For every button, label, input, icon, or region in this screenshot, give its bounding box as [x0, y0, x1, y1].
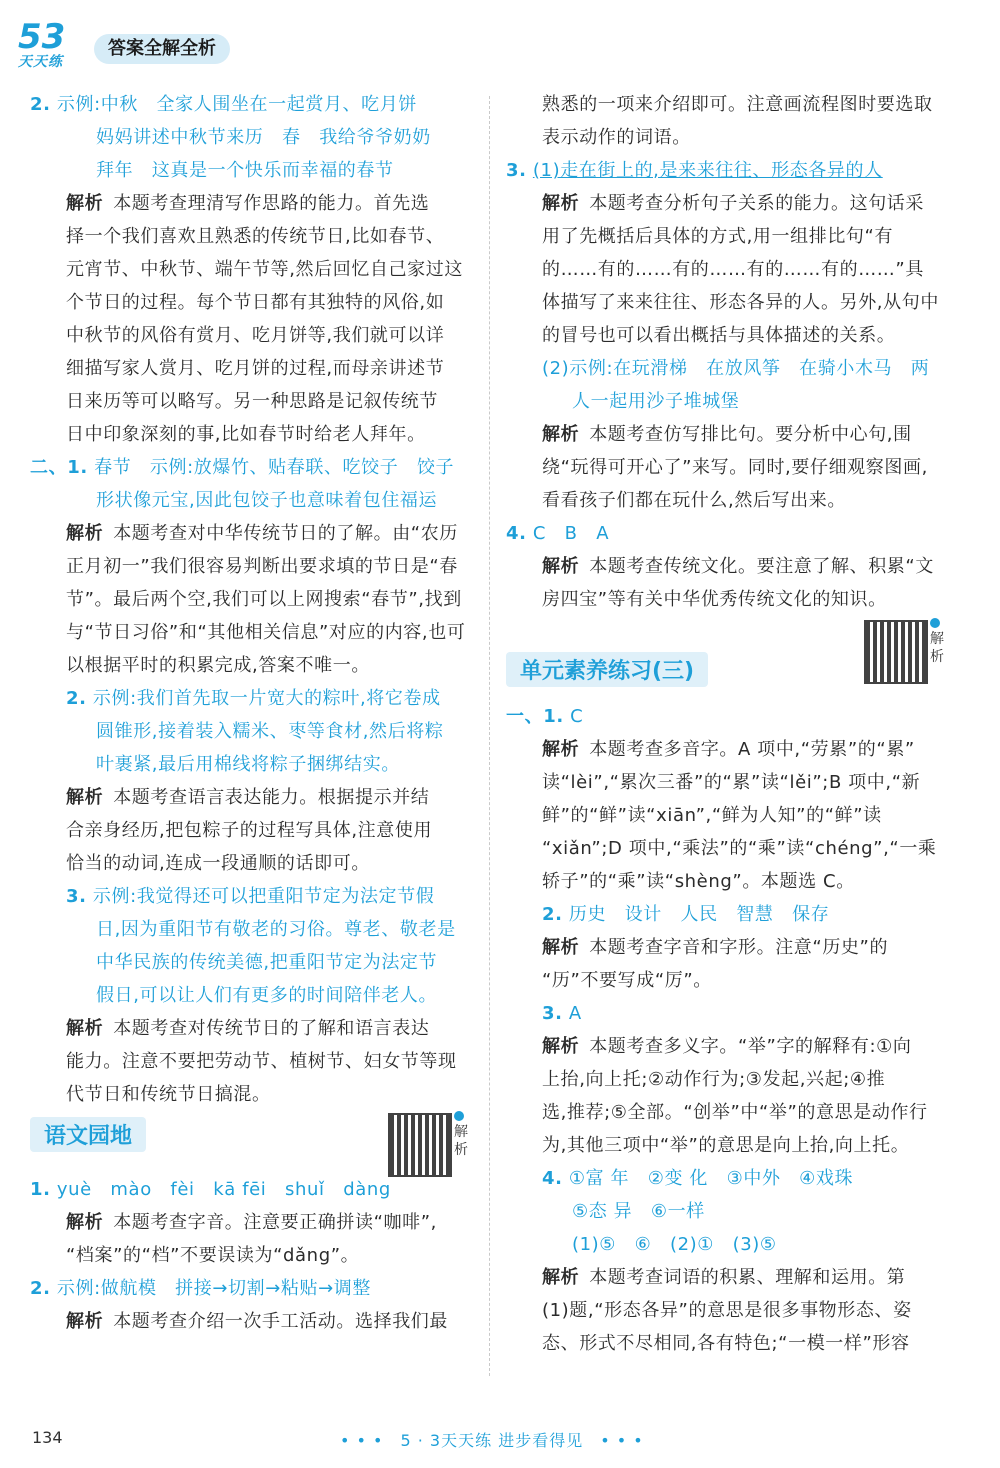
right-column — [506, 88, 951, 1360]
line-text: 中华民族的传统美德,把重阳节定为法定节 — [96, 952, 438, 973]
line-text: 圆锥形,接着装入糯米、枣等食材,然后将粽 — [96, 721, 444, 742]
text-line — [30, 1239, 460, 1272]
text-line — [506, 1294, 951, 1327]
text-line — [506, 700, 951, 733]
line-text: 绕“玩得可开心了”来写。同时,要仔细观察图画, — [542, 457, 928, 478]
question-number: 4. — [542, 1168, 563, 1189]
text-line — [30, 781, 460, 814]
logo-sub: 天天练 — [18, 54, 63, 70]
play-dot-icon — [930, 618, 940, 628]
text-line — [506, 121, 951, 154]
text-line — [506, 799, 951, 832]
text-line — [506, 865, 951, 898]
play-dot-icon — [454, 1111, 464, 1121]
line-text: 上抬,向上托;②动作行为;③发起,兴起;④推 — [542, 1069, 886, 1090]
text-line — [506, 1063, 951, 1096]
line-text: 本题考查传统文化。要注意了解、积累“文 — [589, 556, 934, 577]
section-row-unit3 — [506, 616, 951, 700]
analysis-label: 解析 — [542, 193, 580, 214]
question-number: 二、1. — [30, 457, 88, 478]
line-text: yuè mào fèi kā fēi shuǐ dàng — [56, 1179, 391, 1200]
line-text: 示例:我觉得还可以把重阳节定为法定节假 — [92, 886, 435, 907]
text-line — [506, 1162, 951, 1195]
analysis-label: 解析 — [542, 937, 580, 958]
section-title-unit-practice-3: 单元素养练习(三) — [506, 652, 708, 687]
text-line — [30, 319, 460, 352]
analysis-label: 解析 — [66, 1212, 104, 1233]
text-line — [30, 286, 460, 319]
line-text: 人一起用沙子堆城堡 — [572, 391, 740, 412]
analysis-label: 解析 — [66, 1311, 104, 1332]
line-text: 代节日和传统节日搞混。 — [66, 1084, 271, 1105]
question-number: 2. — [30, 94, 51, 115]
page-footer — [0, 1424, 1000, 1454]
text-line — [30, 484, 460, 517]
line-text: 房四宝”等有关中华优秀传统文化的知识。 — [542, 589, 887, 610]
text-line — [506, 1261, 951, 1294]
text-line — [30, 154, 460, 187]
text-line — [30, 418, 460, 451]
line-text: 妈妈讲述中秋节来历 春 我给爷爷奶奶 — [96, 127, 431, 148]
text-line — [30, 220, 460, 253]
line-text: (1)题,“形态各异”的意思是很多事物形态、姿 — [542, 1300, 912, 1321]
question-number: 3. — [506, 160, 527, 181]
text-line — [506, 1030, 951, 1063]
text-line — [30, 121, 460, 154]
text-line — [30, 946, 460, 979]
left-answer-block — [30, 88, 466, 1111]
text-line — [30, 979, 460, 1012]
question-number: 2. — [542, 904, 563, 925]
brand-logo — [18, 17, 94, 72]
line-text: 看看孩子们都在玩什么,然后写出来。 — [542, 490, 846, 511]
page-number: 134 — [32, 1428, 63, 1447]
text-line — [30, 1173, 460, 1206]
text-line — [30, 583, 460, 616]
text-line — [506, 964, 951, 997]
qr-code-icon[interactable] — [388, 1113, 452, 1177]
line-text: 的冒号也可以看出概括与具体描述的关系。 — [542, 325, 896, 346]
line-text: 示例:中秋 全家人围坐在一起赏月、吃月饼 — [56, 94, 417, 115]
analysis-label: 解析 — [66, 787, 104, 808]
line-text: 日中印象深刻的事,比如春节时给老人拜年。 — [66, 424, 426, 445]
line-text: 能力。注意不要把劳动节、植树节、妇女节等现 — [66, 1051, 457, 1072]
text-line — [506, 1096, 951, 1129]
line-text: 以根据平时的积累完成,答案不唯一。 — [66, 655, 370, 676]
line-text: 读“lèi”,“累次三番”的“累”读“lěi”;B 项中,“新 — [542, 772, 921, 793]
text-line — [506, 319, 951, 352]
line-text: 个节日的过程。每个节日都有其独特的风俗,如 — [66, 292, 445, 313]
line-text: 本题考查字音和字形。注意“历史”的 — [589, 937, 889, 958]
line-text: 本题考查仿写排比句。要分析中心句,围 — [589, 424, 912, 445]
footer-slogan: • • • 5 · 3天天练 进步看得见 • • • — [340, 1431, 644, 1450]
right-answer-block-2 — [506, 700, 951, 1360]
line-text: A — [568, 1003, 582, 1024]
text-line — [506, 484, 951, 517]
line-text: 示例:我们首先取一片宽大的粽叶,将它卷成 — [92, 688, 441, 709]
text-line — [30, 385, 460, 418]
line-text: (1)走在街上的,是来来往往、形态各异的人 — [532, 160, 883, 181]
line-text: 本题考查理清写作思路的能力。首先选 — [113, 193, 430, 214]
text-line — [506, 1129, 951, 1162]
text-line — [506, 1195, 951, 1228]
text-line — [30, 88, 460, 121]
text-line — [506, 517, 951, 550]
question-number: 4. — [506, 523, 527, 544]
qr-code-icon[interactable] — [864, 620, 928, 684]
analysis-label: 解析 — [66, 1018, 104, 1039]
text-line — [30, 1078, 460, 1111]
text-line — [30, 814, 460, 847]
text-line — [30, 517, 460, 550]
section-row-yuwen — [30, 1111, 468, 1173]
text-line — [506, 733, 951, 766]
line-text: C — [570, 706, 584, 727]
text-line — [30, 352, 460, 385]
line-text: 日,因为重阳节有敬老的习俗。尊老、敬老是 — [96, 919, 456, 940]
line-text: 用了先概括后具体的方式,用一组排比句“有 — [542, 226, 894, 247]
line-text: 表示动作的词语。 — [542, 127, 691, 148]
line-text: ⑤态 异 ⑥一样 — [572, 1201, 705, 1222]
line-text: 细描写家人赏月、吃月饼的过程,而母亲讲述节 — [66, 358, 445, 379]
text-line — [506, 385, 951, 418]
analysis-label: 解析 — [542, 1267, 580, 1288]
right-answer-block — [506, 88, 951, 616]
text-line — [506, 451, 951, 484]
line-text: 本题考查介绍一次手工活动。选择我们最 — [113, 1311, 449, 1332]
line-text: 历史 设计 人民 智慧 保存 — [568, 904, 830, 925]
text-line — [30, 550, 460, 583]
header-title: 答案全解全析 — [94, 34, 230, 64]
line-text: 合亲身经历,把包粽子的过程写具体,注意使用 — [66, 820, 433, 841]
line-text: 日来历等可以略写。另一种思路是记叙传统节 — [66, 391, 438, 412]
text-line — [30, 715, 460, 748]
text-line — [30, 1012, 460, 1045]
column-divider — [489, 96, 490, 1376]
text-line — [506, 253, 951, 286]
line-text: 的……有的……有的……有的……有的……”具 — [542, 259, 924, 280]
line-text: “档案”的“档”不要误读为“dǎng”。 — [66, 1245, 360, 1266]
text-line — [30, 1206, 460, 1239]
text-line — [506, 832, 951, 865]
text-line — [506, 352, 951, 385]
line-text: 本题考查对中华传统节日的了解。由“农历 — [113, 523, 458, 544]
text-line — [30, 1272, 460, 1305]
line-text: 形状像元宝,因此包饺子也意味着包住福运 — [96, 490, 438, 511]
question-number: 3. — [542, 1003, 563, 1024]
text-line — [506, 931, 951, 964]
text-line — [30, 748, 460, 781]
analysis-label: 解析 — [66, 523, 104, 544]
text-line — [506, 1228, 951, 1261]
text-line — [30, 649, 460, 682]
analysis-label: 解析 — [542, 556, 580, 577]
line-text: 为,其他三项中“举”的意思是向上抬,向上托。 — [542, 1135, 910, 1156]
line-text: 本题考查分析句子关系的能力。这句话采 — [589, 193, 925, 214]
line-text: 选,推荐;⑤全部。“创举”中“举”的意思是动作行 — [542, 1102, 928, 1123]
line-text: 择一个我们喜欢且熟悉的传统节日,比如春节、 — [66, 226, 445, 247]
text-line — [506, 220, 951, 253]
text-line — [30, 451, 460, 484]
text-line — [506, 898, 951, 931]
text-line — [30, 880, 460, 913]
text-line — [506, 583, 951, 616]
page-header — [18, 17, 318, 76]
logo-main: 53 — [18, 17, 66, 57]
text-line — [30, 1045, 460, 1078]
analysis-label: 解析 — [542, 424, 580, 445]
text-line — [30, 682, 460, 715]
line-text: 本题考查多音字。A 项中,“劳累”的“累” — [589, 739, 915, 760]
line-text: 假日,可以让人们有更多的时间陪伴老人。 — [96, 985, 438, 1006]
line-text: 本题考查语言表达能力。根据提示并结 — [113, 787, 430, 808]
line-text: (2)示例:在玩滑梯 在放风筝 在骑小木马 两 — [542, 358, 930, 379]
text-line — [506, 187, 951, 220]
section-title-yuwen-yuandi: 语文园地 — [30, 1117, 146, 1152]
line-text: 本题考查对传统节日的了解和语言表达 — [113, 1018, 430, 1039]
text-line — [506, 88, 951, 121]
text-line — [30, 1305, 460, 1338]
line-text: 拜年 这真是一个快乐而幸福的春节 — [96, 160, 394, 181]
line-text: 恰当的动词,连成一段通顺的话即可。 — [66, 853, 370, 874]
text-line — [506, 418, 951, 451]
line-text: 节”。最后两个空,我们可以上网搜索“春节”,找到 — [66, 589, 462, 610]
text-line — [506, 154, 951, 187]
question-number: 3. — [66, 886, 87, 907]
qr-label: 解析 — [454, 1111, 470, 1159]
question-number: 一、1. — [506, 706, 564, 727]
line-text: 轿子”的“乘”读“shèng”。本题选 C。 — [542, 871, 855, 892]
line-text: 体描写了来来往往、形态各异的人。另外,从句中 — [542, 292, 939, 313]
analysis-label: 解析 — [542, 739, 580, 760]
line-text: 中秋节的风俗有赏月、吃月饼等,我们就可以详 — [66, 325, 445, 346]
text-line — [30, 616, 466, 649]
line-text: (1)⑤ ⑥ (2)① (3)⑤ — [572, 1234, 777, 1255]
line-text: ①富 年 ②变 化 ③中外 ④戏珠 — [568, 1168, 854, 1189]
text-line — [30, 187, 460, 220]
line-text: 示例:做航模 拼接→切割→粘贴→调整 — [56, 1278, 371, 1299]
text-line — [30, 847, 460, 880]
analysis-label: 解析 — [66, 193, 104, 214]
line-text: 本题考查词语的积累、理解和运用。第 — [589, 1267, 906, 1288]
qr-label: 解析 — [930, 618, 946, 666]
text-line — [506, 997, 951, 1030]
line-text: 本题考查多义字。“举”字的解释有:①向 — [589, 1036, 912, 1057]
line-text: “xiǎn”;D 项中,“乘法”的“乘”读“chéng”,“一乘 — [542, 838, 937, 859]
text-line — [30, 253, 463, 286]
analysis-label: 解析 — [542, 1036, 580, 1057]
line-text: 鲜”的“鲜”读“xiān”,“鲜为人知”的“鲜”读 — [542, 805, 882, 826]
line-text: 与“节日习俗”和“其他相关信息”对应的内容,也可 — [66, 622, 466, 643]
text-line — [506, 550, 951, 583]
line-text: 春节 示例:放爆竹、贴春联、吃饺子 饺子 — [94, 457, 455, 478]
line-text: 叶裹紧,最后用棉线将粽子捆绑结实。 — [96, 754, 400, 775]
question-number: 1. — [30, 1179, 51, 1200]
line-text: 元宵节、中秋节、端午节等,然后回忆自己家过这 — [66, 259, 463, 280]
line-text: C B A — [532, 523, 610, 544]
line-text: 态、形式不尽相同,各有特色;“一模一样”形容 — [542, 1333, 910, 1354]
question-number: 2. — [66, 688, 87, 709]
line-text: “历”不要写成“厉”。 — [542, 970, 712, 991]
left-column — [30, 88, 468, 1338]
left-answer-block-2 — [30, 1173, 460, 1338]
question-number: 2. — [30, 1278, 51, 1299]
text-line — [30, 913, 460, 946]
line-text: 正月初一”我们很容易判断出要求填的节日是“春 — [66, 556, 458, 577]
text-line — [506, 1327, 951, 1360]
line-text: 熟悉的一项来介绍即可。注意画流程图时要选取 — [542, 94, 933, 115]
line-text: 本题考查字音。注意要正确拼读“咖啡”, — [113, 1212, 437, 1233]
text-line — [506, 286, 951, 319]
text-line — [506, 766, 951, 799]
